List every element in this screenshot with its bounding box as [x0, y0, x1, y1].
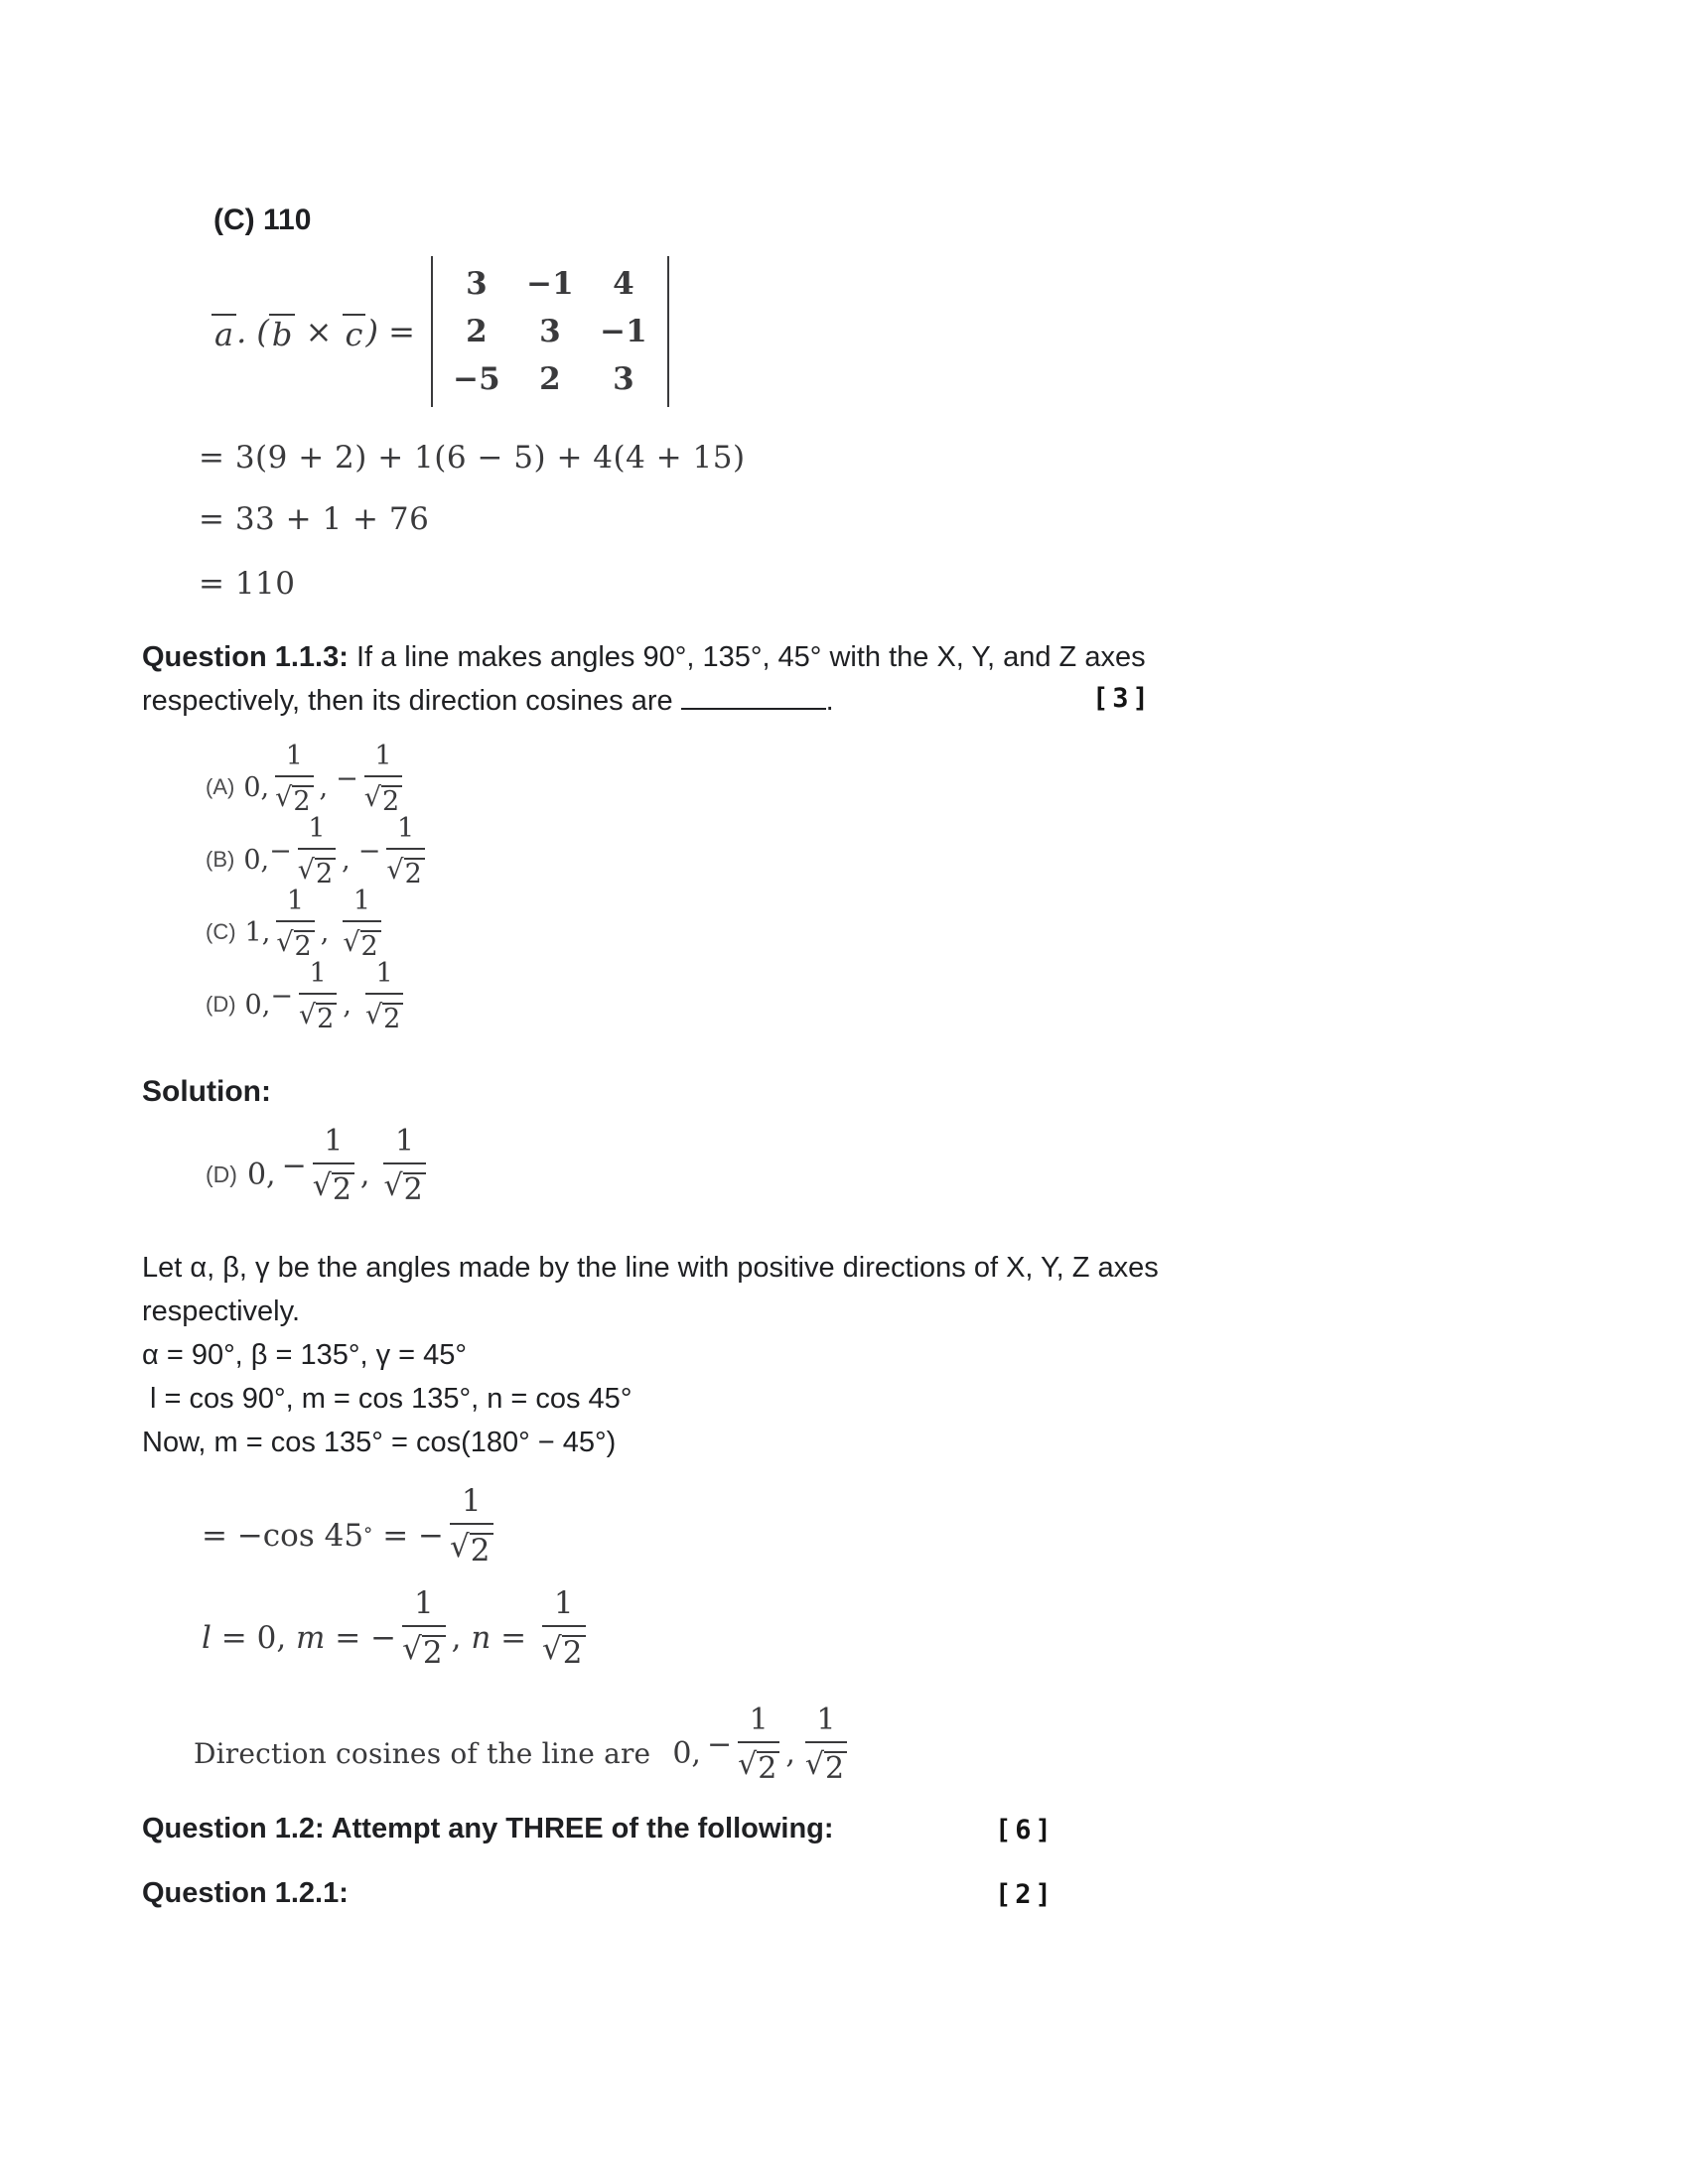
option-a: (A) 0, 1 √ 2 , − 1 √ 2 — [206, 743, 431, 815]
solution-paragraph — [142, 1246, 1383, 1464]
fraction-bar — [450, 1523, 493, 1525]
fraction-bar — [383, 1162, 425, 1164]
sqrt-expression: √ 2 — [402, 1634, 446, 1669]
option-c: (C) 1, 1 √ 2 , 1 √ 2 — [206, 887, 431, 960]
fraction-bar — [343, 920, 380, 922]
fraction-bar — [298, 848, 336, 850]
solution-answer: (D) 0, − 1 √ 2 , 1 √ 2 — [206, 1127, 432, 1205]
sqrt-icon — [450, 1532, 470, 1563]
equation-cos45: = −cos 45 ° = − 1 √ 2 — [202, 1486, 499, 1567]
fraction: 1 √ 2 — [364, 743, 402, 815]
option-label: (C) — [206, 918, 236, 944]
sqrt-expression: √ 2 — [343, 929, 380, 960]
fraction: 1 √ 2 — [738, 1706, 779, 1784]
options-list — [206, 743, 431, 1032]
matrix-cell: 2 — [539, 361, 561, 397]
fraction: 1 √ 2 — [365, 960, 403, 1032]
sqrt-icon — [276, 929, 293, 956]
sqrt-icon — [386, 857, 403, 884]
matrix-cell: 3 — [613, 361, 634, 397]
sqrt-icon — [343, 929, 359, 956]
sqrt-expression: √ 2 — [276, 929, 314, 960]
option-label: (A) — [206, 773, 235, 799]
sqrt-icon — [298, 857, 315, 884]
marks-badge: [2] — [995, 1879, 1055, 1910]
sqrt-expression: √ 2 — [450, 1532, 493, 1567]
solution-line: l = cos 90°, m = cos 135°, n = cos 45° — [142, 1383, 633, 1415]
sqrt-expression: √ 2 — [275, 784, 313, 815]
sqrt-expression: √ 2 — [364, 784, 402, 815]
fraction-bar — [275, 775, 313, 777]
sqrt-expression: √ 2 — [805, 1750, 847, 1784]
correct-answer-label: (C) 110 — [213, 204, 312, 236]
vector-c: c — [343, 314, 366, 350]
matrix-cell: 3 — [539, 314, 561, 349]
determinant-matrix — [431, 256, 669, 407]
fraction: 1 √ 2 — [450, 1486, 493, 1567]
sqrt-icon — [383, 1171, 402, 1201]
fraction-bar — [299, 993, 337, 995]
sqrt-icon — [402, 1634, 422, 1665]
fraction-bar — [365, 993, 403, 995]
fraction: 1 √ 2 — [299, 960, 337, 1032]
solution-line: respectively. — [142, 1296, 301, 1327]
fraction: 1 √ 2 — [402, 1588, 446, 1669]
sqrt-icon — [542, 1634, 562, 1665]
sqrt-expression: √ 2 — [299, 1002, 337, 1032]
fraction: 1 √ 2 — [383, 1127, 425, 1205]
fraction-bar — [738, 1741, 779, 1743]
matrix-cell: 3 — [466, 266, 488, 302]
determinant-prefix: a . ( b × c ) = — [211, 313, 415, 350]
question-line: respectively, then its direction cosines are . — [142, 685, 834, 717]
matrix-cell: 2 — [466, 314, 488, 349]
fraction-bar — [386, 848, 424, 850]
fraction-bar — [542, 1625, 586, 1627]
question-number: Question 1.1.3: — [142, 641, 349, 673]
vector-b: b — [269, 314, 295, 350]
sqrt-icon — [364, 784, 381, 811]
fraction-bar — [805, 1741, 847, 1743]
fraction: 1 √ 2 — [275, 743, 313, 815]
sqrt-icon — [738, 1750, 757, 1780]
sqrt-expression: √ 2 — [298, 857, 336, 887]
sqrt-expression: √ 2 — [386, 857, 424, 887]
direction-cosines-label: Direction cosines of the line are — [194, 1737, 651, 1770]
calc-step: = 3(9 + 2) + 1(6 − 5) + 4(4 + 15) — [199, 440, 746, 476]
question-1-2-1-heading: Question 1.2.1: — [142, 1877, 349, 1909]
question-line: Question 1.1.3: If a line makes angles 90°, 135°, 45° with the X, Y, and Z axes — [142, 641, 1146, 673]
marks-badge: [6] — [995, 1815, 1055, 1845]
option-label: (D) — [206, 1161, 237, 1187]
fraction: 1 √ 2 — [276, 887, 314, 960]
fraction: 1 √ 2 — [542, 1588, 586, 1669]
option-d: (D) 0, − 1 √ 2 , 1 √ 2 — [206, 960, 431, 1032]
option-label: (B) — [206, 846, 235, 872]
sqrt-icon — [805, 1750, 824, 1780]
question-1-2-heading: Question 1.2: Attempt any THREE of the following: — [142, 1813, 834, 1844]
direction-cosines-line: Direction cosines of the line are 0, − 1 √ 2 , 1 √ 2 — [194, 1706, 853, 1784]
sqrt-expression: √ 2 — [383, 1171, 425, 1205]
solution-line: α = 90°, β = 135°, γ = 45° — [142, 1339, 468, 1371]
matrix-cell: −1 — [526, 266, 574, 302]
fraction-bar — [313, 1162, 354, 1164]
matrix-cell: 4 — [613, 266, 634, 302]
vector-a: a — [211, 314, 236, 350]
fraction-bar — [402, 1625, 446, 1627]
fraction-bar — [364, 775, 402, 777]
sqrt-icon — [313, 1171, 332, 1201]
sqrt-icon — [365, 1002, 382, 1028]
sqrt-expression: √ 2 — [365, 1002, 403, 1032]
option-label: (D) — [206, 991, 236, 1017]
fraction: 1 √ 2 — [298, 815, 336, 887]
fill-blank-line — [681, 708, 826, 710]
fraction: 1 √ 2 — [313, 1127, 354, 1205]
fraction: 1 √ 2 — [386, 815, 424, 887]
equation-lmn: l = 0, m = − 1 √ 2 , n = 1 √ 2 — [202, 1588, 592, 1669]
sqrt-expression: √ 2 — [313, 1171, 354, 1205]
sqrt-expression: √ 2 — [542, 1634, 586, 1669]
matrix-cell: −1 — [600, 314, 647, 349]
sqrt-expression: √ 2 — [738, 1750, 779, 1784]
option-b: (B) 0, − 1 √ 2 , − 1 √ 2 — [206, 815, 431, 887]
calc-step: = 110 — [199, 566, 296, 602]
marks-badge: [3] — [1092, 683, 1153, 714]
matrix-cell: −5 — [453, 361, 500, 397]
determinant-equation — [211, 256, 669, 407]
fraction: 1 √ 2 — [343, 887, 380, 960]
solution-line: Let α, β, γ be the angles made by the line with positive directions of X, Y, Z axes — [142, 1252, 1159, 1284]
solution-line: Now, m = cos 135° = cos(180° − 45°) — [142, 1427, 617, 1458]
fraction-bar — [276, 920, 314, 922]
calc-step: = 33 + 1 + 76 — [199, 501, 430, 537]
question-1-1-3 — [142, 635, 1363, 723]
fraction: 1 √ 2 — [805, 1706, 847, 1784]
sqrt-icon — [299, 1002, 316, 1028]
solution-heading: Solution: — [142, 1075, 271, 1108]
sqrt-icon — [275, 784, 292, 811]
